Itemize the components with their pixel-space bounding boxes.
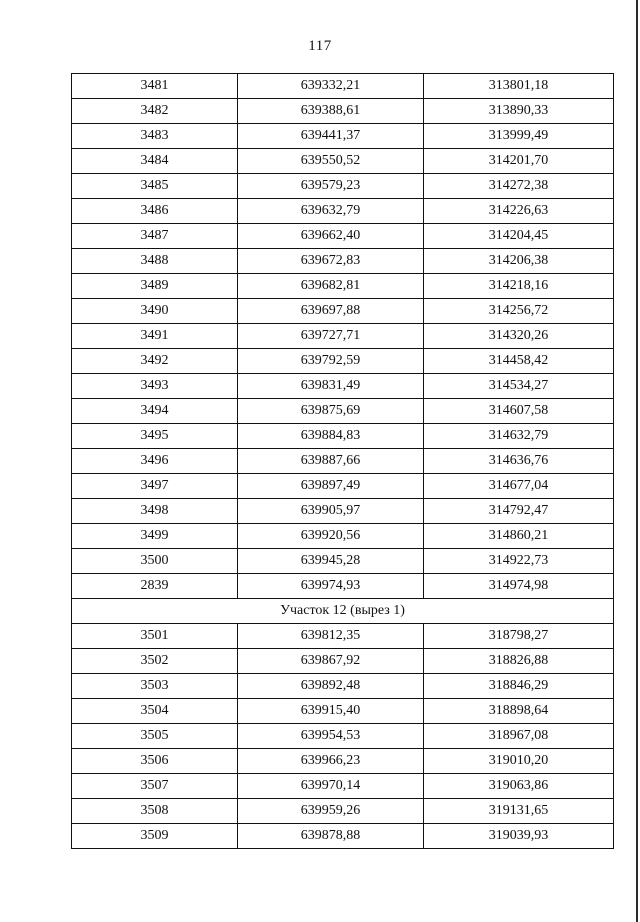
x-coordinate-cell: 639920,56 [238,524,424,549]
x-coordinate-cell: 639875,69 [238,399,424,424]
point-number-cell: 3482 [72,99,238,124]
x-coordinate-cell: 639959,26 [238,799,424,824]
point-number-cell: 3495 [72,424,238,449]
table-row [72,649,614,674]
point-number-cell: 3481 [72,74,238,99]
y-coordinate-cell: 319131,65 [424,799,614,824]
x-coordinate-cell: 639892,48 [238,674,424,699]
table-row [72,274,614,299]
y-coordinate-cell: 314792,47 [424,499,614,524]
x-coordinate-cell: 639867,92 [238,649,424,674]
point-number-cell: 3500 [72,549,238,574]
point-number-cell: 3503 [72,674,238,699]
y-coordinate-cell: 314607,58 [424,399,614,424]
table-row [72,249,614,274]
point-number-cell: 3509 [72,824,238,849]
section-row [72,599,614,624]
x-coordinate-cell: 639884,83 [238,424,424,449]
x-coordinate-cell: 639954,53 [238,724,424,749]
y-coordinate-cell: 314922,73 [424,549,614,574]
table-row [72,674,614,699]
point-number-cell: 3504 [72,699,238,724]
x-coordinate-cell: 639831,49 [238,374,424,399]
y-coordinate-cell: 314204,45 [424,224,614,249]
point-number-cell: 3492 [72,349,238,374]
table-row [72,349,614,374]
table-row [72,424,614,449]
y-coordinate-cell: 314632,79 [424,424,614,449]
y-coordinate-cell: 313801,18 [424,74,614,99]
point-number-cell: 3507 [72,774,238,799]
y-coordinate-cell: 319010,20 [424,749,614,774]
table-row [72,74,614,99]
table-row [72,624,614,649]
page-edge-line [636,0,638,922]
table-row [72,574,614,599]
table-row [72,749,614,774]
y-coordinate-cell: 318826,88 [424,649,614,674]
table-row [72,699,614,724]
section-heading: Участок 12 (вырез 1) [72,599,614,624]
y-coordinate-cell: 314860,21 [424,524,614,549]
y-coordinate-cell: 314218,16 [424,274,614,299]
y-coordinate-cell: 314458,42 [424,349,614,374]
table-row [72,499,614,524]
point-number-cell: 3486 [72,199,238,224]
y-coordinate-cell: 314534,27 [424,374,614,399]
x-coordinate-cell: 639662,40 [238,224,424,249]
point-number-cell: 3498 [72,499,238,524]
y-coordinate-cell: 314201,70 [424,149,614,174]
point-number-cell: 3484 [72,149,238,174]
x-coordinate-cell: 639878,88 [238,824,424,849]
point-number-cell: 3502 [72,649,238,674]
x-coordinate-cell: 639915,40 [238,699,424,724]
y-coordinate-cell: 314226,63 [424,199,614,224]
point-number-cell: 3494 [72,399,238,424]
table-row [72,449,614,474]
table-row [72,174,614,199]
x-coordinate-cell: 639632,79 [238,199,424,224]
y-coordinate-cell: 318846,29 [424,674,614,699]
y-coordinate-cell: 314636,76 [424,449,614,474]
table-row [72,324,614,349]
x-coordinate-cell: 639966,23 [238,749,424,774]
point-number-cell: 3493 [72,374,238,399]
y-coordinate-cell: 314677,04 [424,474,614,499]
table-row [72,549,614,574]
section-row-body [72,599,614,624]
point-number-cell: 3508 [72,799,238,824]
point-number-cell: 3488 [72,249,238,274]
y-coordinate-cell: 313999,49 [424,124,614,149]
y-coordinate-cell: 314272,38 [424,174,614,199]
y-coordinate-cell: 319063,86 [424,774,614,799]
point-number-cell: 3499 [72,524,238,549]
x-coordinate-cell: 639332,21 [238,74,424,99]
table-row [72,724,614,749]
point-number-cell: 3491 [72,324,238,349]
point-number-cell: 3483 [72,124,238,149]
y-coordinate-cell: 313890,33 [424,99,614,124]
x-coordinate-cell: 639974,93 [238,574,424,599]
table-row [72,399,614,424]
table-row [72,799,614,824]
y-coordinate-cell: 319039,93 [424,824,614,849]
y-coordinate-cell: 318967,08 [424,724,614,749]
table-body-bottom [72,624,614,849]
y-coordinate-cell: 318798,27 [424,624,614,649]
point-number-cell: 3490 [72,299,238,324]
x-coordinate-cell: 639897,49 [238,474,424,499]
y-coordinate-cell: 314974,98 [424,574,614,599]
point-number-cell: 3501 [72,624,238,649]
point-number-cell: 3487 [72,224,238,249]
table-row [72,124,614,149]
coordinates-table [71,73,614,849]
x-coordinate-cell: 639697,88 [238,299,424,324]
x-coordinate-cell: 639579,23 [238,174,424,199]
y-coordinate-cell: 314206,38 [424,249,614,274]
table-row [72,199,614,224]
x-coordinate-cell: 639727,71 [238,324,424,349]
point-number-cell: 3506 [72,749,238,774]
table-row [72,474,614,499]
x-coordinate-cell: 639905,97 [238,499,424,524]
table-row [72,374,614,399]
y-coordinate-cell: 318898,64 [424,699,614,724]
x-coordinate-cell: 639388,61 [238,99,424,124]
table-row [72,149,614,174]
point-number-cell: 3489 [72,274,238,299]
table-row [72,824,614,849]
x-coordinate-cell: 639812,35 [238,624,424,649]
point-number-cell: 3505 [72,724,238,749]
x-coordinate-cell: 639672,83 [238,249,424,274]
y-coordinate-cell: 314256,72 [424,299,614,324]
point-number-cell: 3497 [72,474,238,499]
x-coordinate-cell: 639550,52 [238,149,424,174]
table-row [72,524,614,549]
table-body-top [72,74,614,599]
x-coordinate-cell: 639945,28 [238,549,424,574]
table-row [72,299,614,324]
point-number-cell: 3485 [72,174,238,199]
page-number: 117 [308,38,332,54]
table-row [72,99,614,124]
x-coordinate-cell: 639682,81 [238,274,424,299]
point-number-cell: 3496 [72,449,238,474]
x-coordinate-cell: 639441,37 [238,124,424,149]
table-row [72,774,614,799]
x-coordinate-cell: 639792,59 [238,349,424,374]
y-coordinate-cell: 314320,26 [424,324,614,349]
point-number-cell: 2839 [72,574,238,599]
x-coordinate-cell: 639887,66 [238,449,424,474]
table-row [72,224,614,249]
x-coordinate-cell: 639970,14 [238,774,424,799]
